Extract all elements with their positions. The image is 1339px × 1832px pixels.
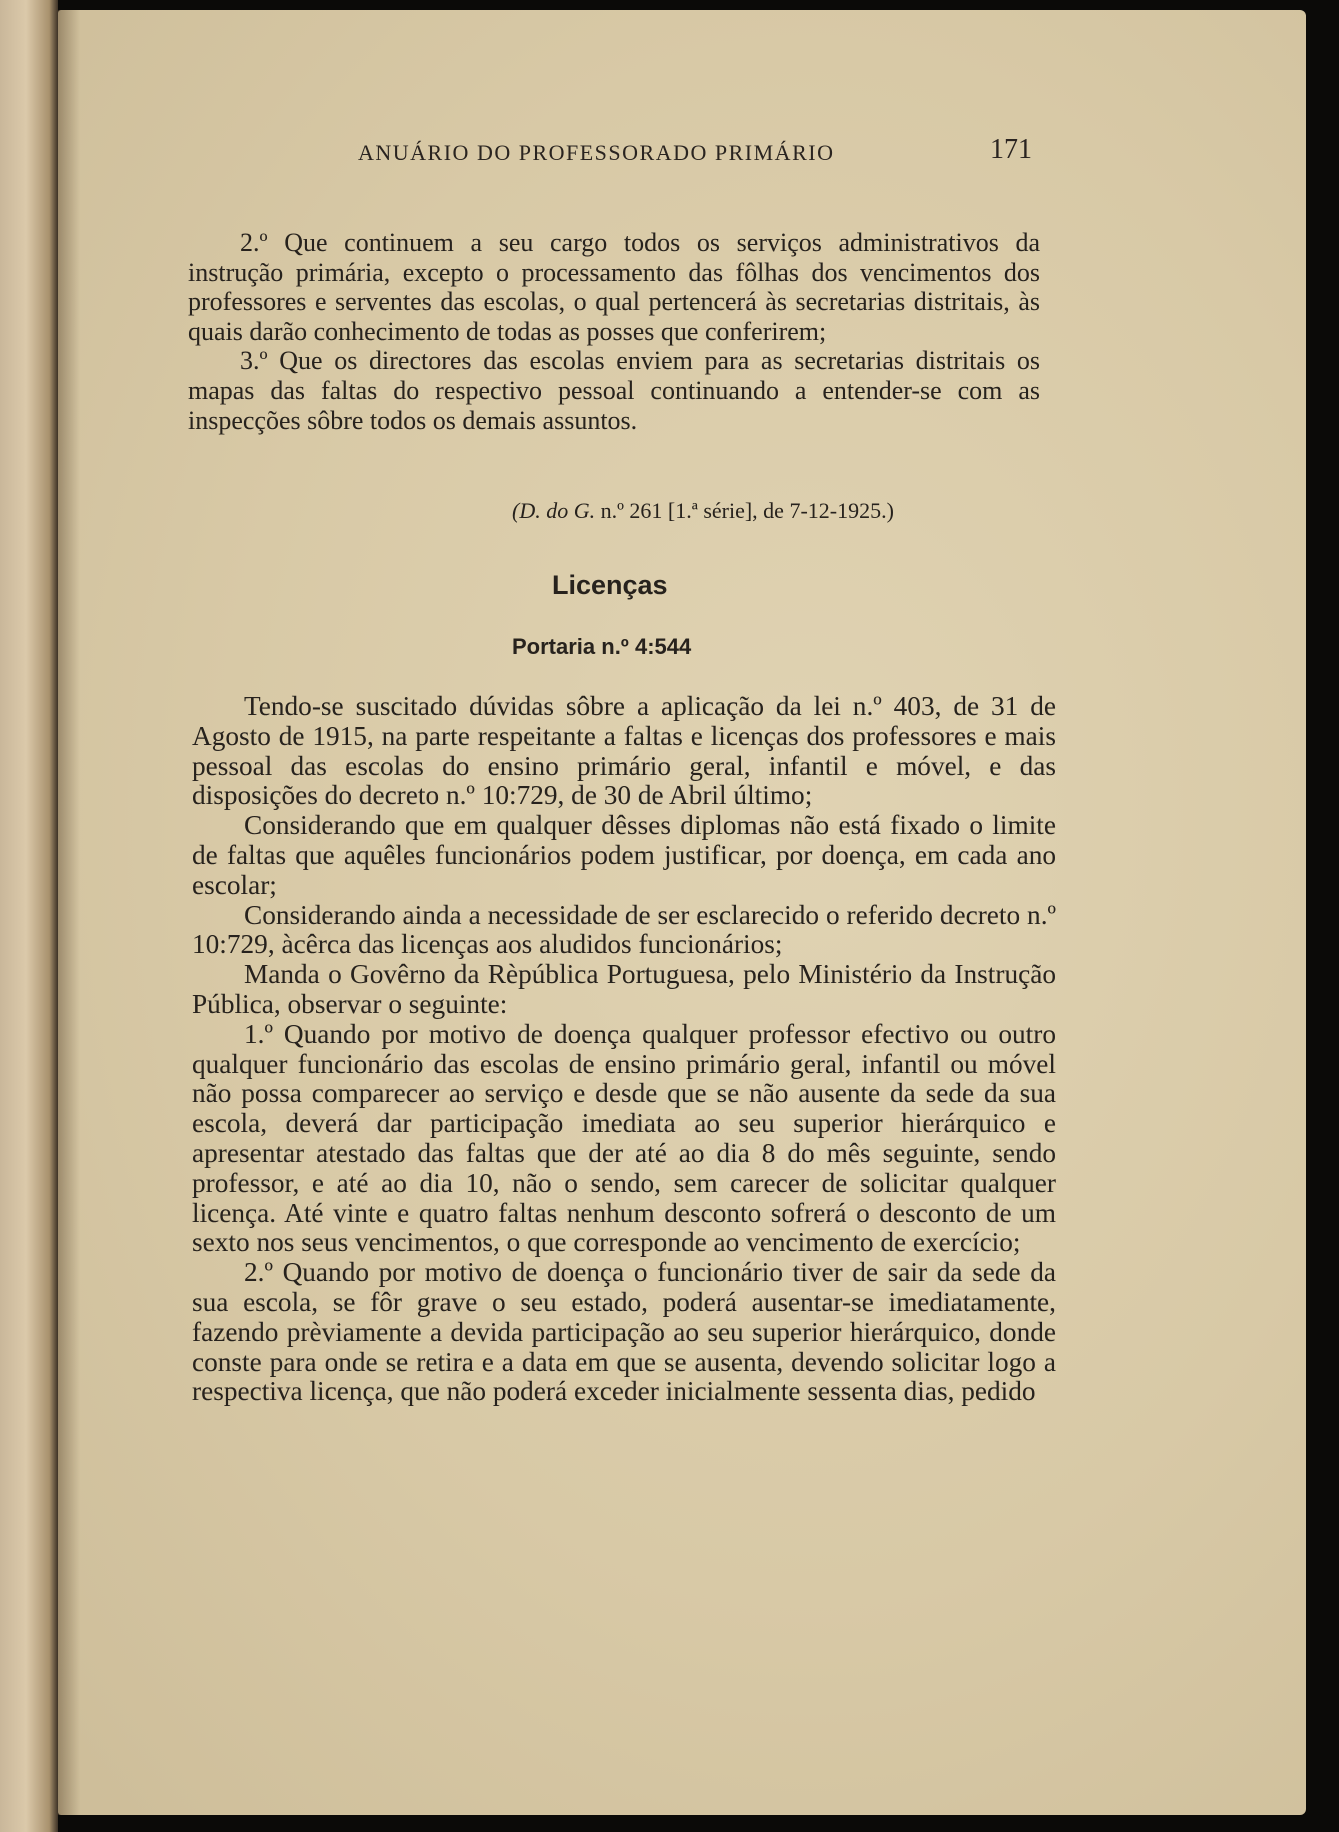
paragraph-item-1: 1.º Quando por motivo de doença qualquer professor efectivo ou outro qualquer funcionário das escolas de ensino primário geral, infantil ou móvel não possa comparecer ao serviço e desde que se não ausente da sede da sua escola, deverá dar participação imediata ao seu superior hierárquico e apresentar atestado das faltas que der até ao dia 8 do mês seguinte, sendo professor, e até ao dia 10, não o sendo, sem carecer de solicitar qualquer licença. Até vinte e quatro faltas nenhum desconto sofrerá o desconto de um sexto nos seus vencimentos, o que corresponde ao vencimento de exercício; bbox=[192, 1018, 1056, 1258]
section-heading: Licenças bbox=[552, 570, 668, 600]
citation bbox=[512, 498, 894, 524]
paragraph-item-2: 2.º Que continuem a seu cargo todos os serviços administrativos da instrução primária, excepto o processamento das fôlhas dos vencimentos dos professores e serventes das escolas, o qual pertencerá às secretarias distritais, às quais darão conhecimento de todas as posses que conferirem; bbox=[188, 228, 1040, 346]
main-section bbox=[192, 692, 1056, 1407]
paragraph-manda: Manda o Govêrno da Rèpública Portuguesa, pelo Ministério da Instrução Pública, observar o seguinte: bbox=[192, 959, 1056, 1019]
running-title: ANUÁRIO DO PROFESSORADO PRIMÁRIO bbox=[358, 140, 835, 165]
page-number: 171 bbox=[990, 134, 1032, 165]
top-section bbox=[188, 228, 1040, 435]
paragraph-considerando-1: Considerando que em qualquer dêsses diplomas não está fixado o limite de faltas que aquêles funcionários podem justificar, por doença, em cada ano escolar; bbox=[192, 810, 1056, 900]
page-gutter-shadow bbox=[58, 10, 80, 1815]
citation-source: (D. do G. bbox=[512, 498, 596, 523]
paragraph-preamble: Tendo-se suscitado dúvidas sôbre a aplicação da lei n.º 403, de 31 de Agosto de 1915, na parte respeitante a faltas e licenças dos professores e mais pessoal das escolas do ensino primário geral, infantil e móvel, e das disposições do decreto n.º 10:729, de 30 de Abril último; bbox=[192, 691, 1056, 811]
paragraph-item-3: 3.º Que os directores das escolas enviem para as secretarias distritais os mapas das faltas do respectivo pessoal continuando a entender-se com as inspecções sôbre todos os demais assuntos. bbox=[188, 346, 1040, 435]
book-spine bbox=[0, 0, 58, 1832]
paragraph-considerando-2: Considerando ainda a necessidade de ser esclarecido o referido decreto n.º 10:729, àcêrca das licenças aos aludidos funcionários; bbox=[192, 899, 1056, 960]
paragraph-item-2-main: 2.º Quando por motivo de doença o funcionário tiver de sair da sede da sua escola, se fôr grave o seu estado, poderá ausentar-se imediatamente, fazendo prèviamente a devida participação ao seu superior hierárquico, donde conste para onde se retira e a data em que se ausenta, devendo solicitar logo a respectiva licença, que não poderá exceder inicialmente sessenta dias, pedido bbox=[192, 1257, 1056, 1407]
portaria-subheading: Portaria n.º 4:544 bbox=[512, 634, 692, 659]
citation-details: n.º 261 [1.ª série], de 7-12-1925.) bbox=[600, 498, 894, 523]
